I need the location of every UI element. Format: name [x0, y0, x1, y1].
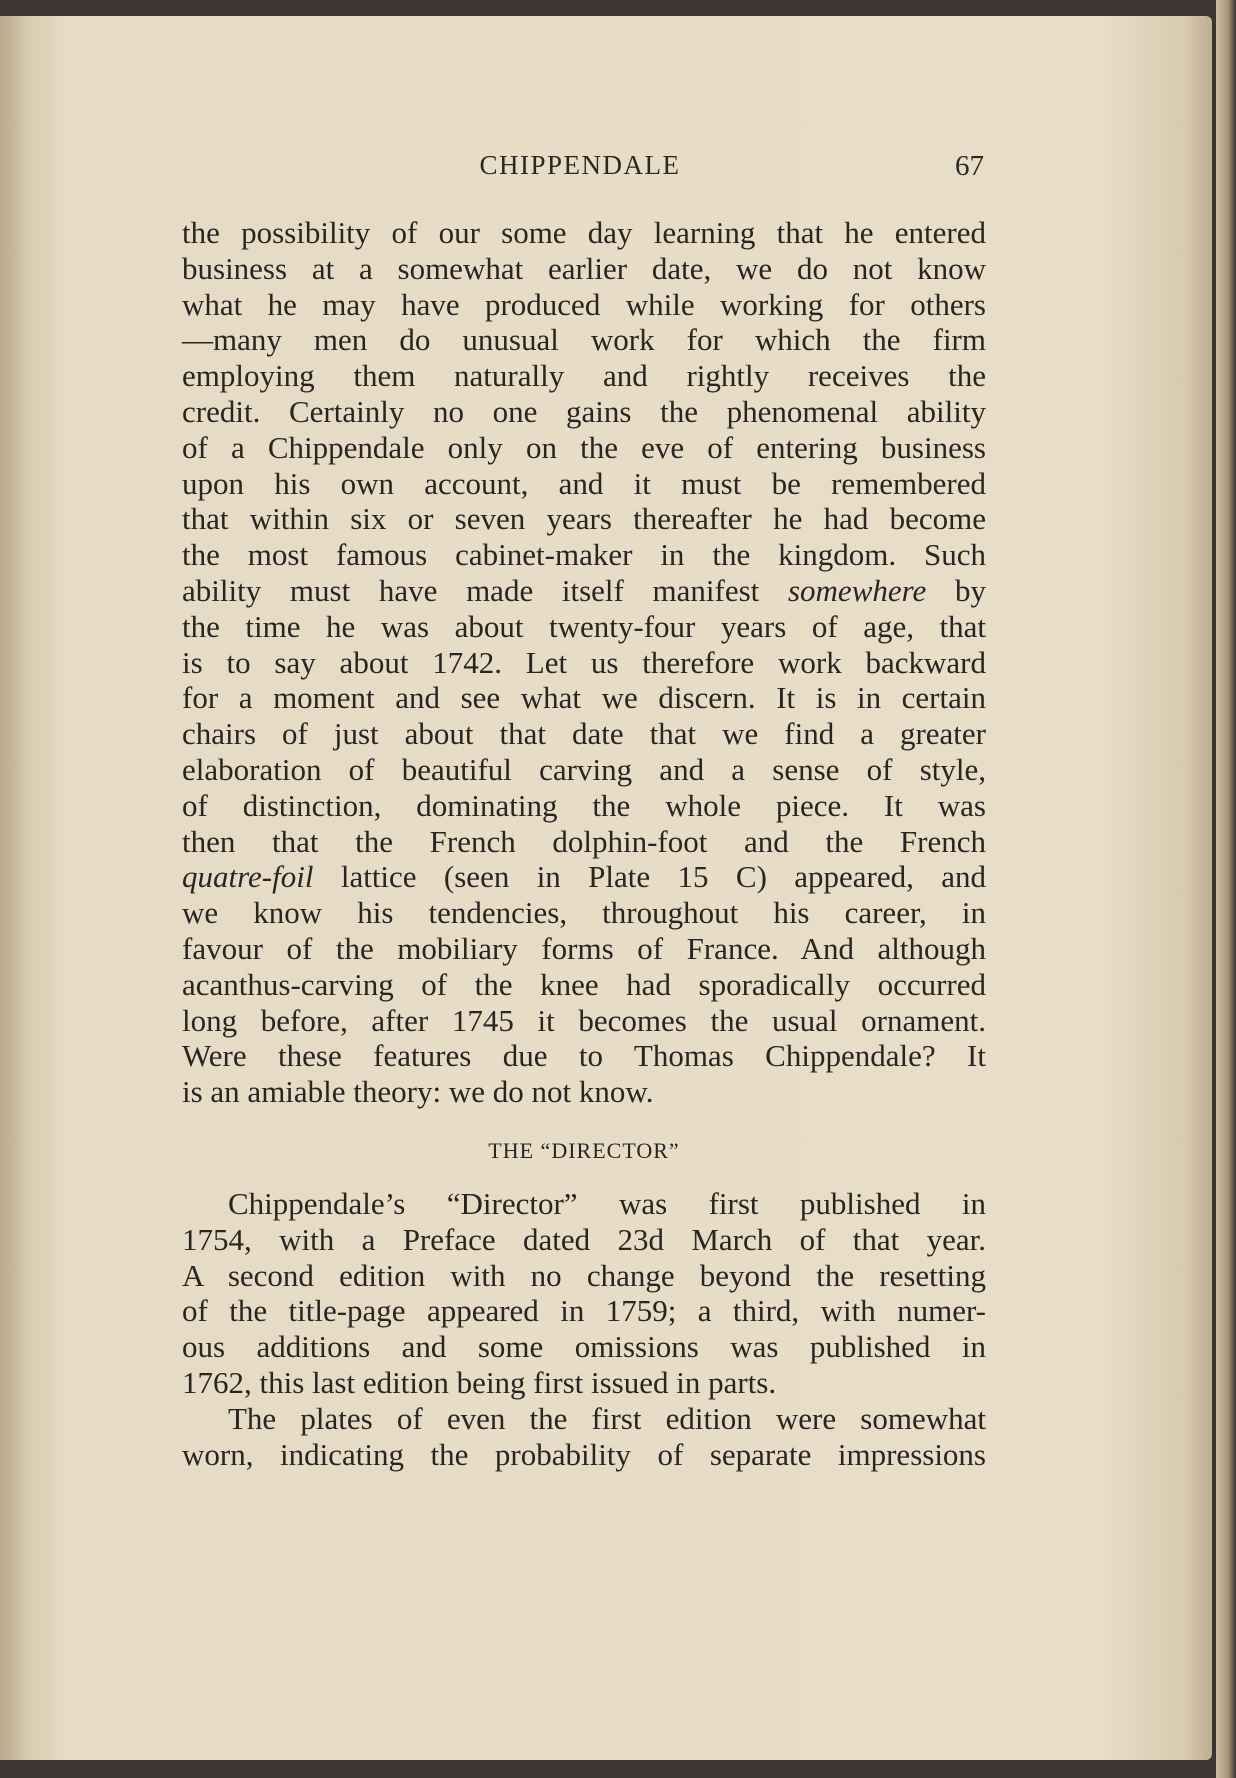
text-line: the possibility of our some day learning that he entered [182, 215, 986, 250]
paragraph-3 [182, 1401, 986, 1473]
text-line: is to say about 1742. Let us therefore work backward [182, 644, 986, 680]
paragraph-2 [182, 1186, 986, 1401]
text-line: long before, after 1745 it becomes the usual ornament. [182, 1002, 986, 1038]
text-segment: by [955, 572, 986, 608]
text-line: what he may have produced while working for others [182, 286, 986, 322]
text-line: A second edition with no change beyond the resetting [182, 1257, 986, 1293]
text-line: acanthus-carving of the knee had sporadically occurred [182, 966, 986, 1002]
text-line: then that the French dolphin-foot and the French [182, 823, 986, 859]
text-segment: ability must have made itself manifest [182, 572, 760, 608]
text-line: upon his own account, and it must be remembered [182, 465, 986, 501]
text-line [182, 859, 986, 895]
text-line: chairs of just about that date that we find a greater [182, 716, 986, 752]
text-line: for a moment and see what we discern. It is in certain [182, 680, 986, 716]
text-line: that within six or seven years thereafter he had become [182, 501, 986, 537]
italic-text: quatre-foil [182, 859, 314, 895]
text-segment: lattice (seen in Plate 15 C) appeared, and [340, 859, 987, 895]
paragraph-1 [182, 215, 986, 1110]
text-line: Were these features due to Thomas Chippendale? It [182, 1038, 986, 1074]
page-edge [1216, 0, 1236, 1778]
text-line: of the title-page appeared in 1759; a third, with numer- [182, 1293, 986, 1329]
text-line: credit. Certainly no one gains the phenomenal ability [182, 393, 986, 429]
text-line: 1762, this last edition being first issued in parts. [182, 1364, 777, 1400]
italic-text: somewhere [787, 572, 927, 608]
page-number: 67 [955, 150, 984, 182]
text-line: of distinction, dominating the whole piece. It was [182, 787, 986, 823]
text-line: elaboration of beautiful carving and a sense of style, [182, 751, 986, 787]
text-line: of a Chippendale only on the eve of entering business [182, 429, 986, 465]
text-line: employing them naturally and rightly receives the [182, 358, 986, 394]
text-line: worn, indicating the probability of separate impressions [182, 1436, 986, 1472]
text-line: is an amiable theory: we do not know. [182, 1074, 654, 1110]
body-text [182, 215, 986, 1472]
text-line: —many men do unusual work for which the firm [182, 322, 986, 358]
text-line: the time he was about twenty-four years of age, that [182, 608, 986, 644]
page-header [176, 150, 984, 190]
text-line: the most famous cabinet-maker in the kingdom. Such [182, 537, 986, 573]
text-line [182, 573, 986, 609]
section-heading: THE “DIRECTOR” [488, 1137, 680, 1163]
running-head: CHIPPENDALE [479, 150, 681, 180]
text-line: favour of the mobiliary forms of France. And although [182, 930, 986, 966]
text-line: we know his tendencies, throughout his career, in [182, 895, 986, 931]
text-line: The plates of even the first edition were somewhat [228, 1400, 986, 1436]
text-line: business at a somewhat earlier date, we do not know [182, 250, 986, 286]
text-line: ous additions and some omissions was published in [182, 1329, 986, 1365]
text-line: 1754, with a Preface dated 23d March of that year. [182, 1221, 986, 1257]
text-line: Chippendale’s “Director” was first published in [228, 1185, 986, 1221]
